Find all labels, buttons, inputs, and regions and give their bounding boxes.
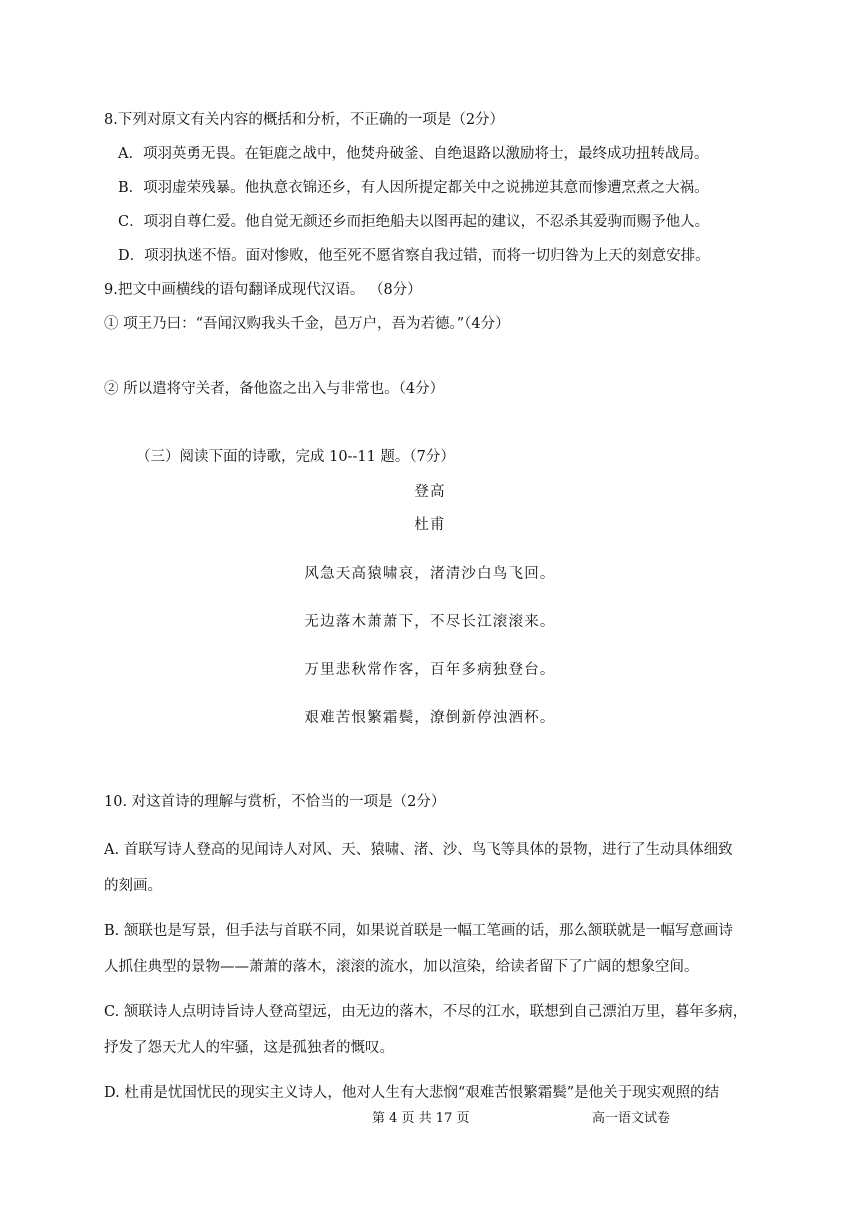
poem-title: 登高 [414, 484, 446, 500]
q10-option-b-line-1: B. 颔联也是写景，但手法与首联不同，如果说首联是一幅工笔画的话，那么颔联就是一幅写意画诗 [104, 923, 733, 939]
q9-item-2: ② 所以遣将守关者，备他盗之出入与非常也。（4分） [104, 381, 445, 397]
poem-line-4: 艰难苦恨繁霜鬓，潦倒新停浊酒杯。 [304, 710, 556, 726]
q10-option-c-line-2: 抒发了怨天尤人的牢骚，这是孤独者的慨叹。 [104, 1040, 394, 1056]
poem-line-1: 风急天高猿啸哀，渚清沙白鸟飞回。 [304, 566, 556, 582]
q9-item-1: ① 项王乃曰：“吾闻汉购我头千金，邑万户，吾为若德。”（4分） [104, 316, 510, 332]
q8-option-a: A．项羽英勇无畏。在钜鹿之战中，他焚舟破釜、自绝退路以激励将士，最终成功扭转战局。 [118, 146, 709, 162]
poem-line-2: 无边落木萧萧下，不尽长江滚滚来。 [304, 614, 556, 630]
q10-option-a-line-1: A. 首联写诗人登高的见闻诗人对风、天、猿啸、渚、沙、鸟飞等具体的景物，进行了生动具体细致 [104, 842, 733, 858]
section-3-heading: （三）阅读下面的诗歌，完成 10--11 题。（7分） [136, 449, 455, 465]
q10-option-c-line-1: C. 颔联诗人点明诗旨诗人登高望远，由无边的落木，不尽的江水，联想到自己漂泊万里，暮年多病， [104, 1004, 748, 1020]
q10-stem: 10. 对这首诗的理解与赏析，不恰当的一项是（2分） [104, 794, 446, 810]
poem-line-3: 万里悲秋常作客，百年多病独登台。 [304, 662, 556, 678]
q10-option-b-line-2: 人抓住典型的景物——萧萧的落木，滚滚的流水，加以渲染，给读者留下了广阔的想象空间。 [104, 959, 699, 975]
q10-option-d-line-1: D. 杜甫是忧国忧民的现实主义诗人，他对人生有大悲悯“艰难苦恨繁霜鬓”是他关于现实观照的结 [104, 1085, 720, 1101]
q8-option-c: C．项羽自尊仁爱。他自觉无颜还乡而拒绝船夫以图再起的建议，不忍杀其爱驹而赐予他人。 [118, 214, 710, 230]
q8-stem: 8.下列对原文有关内容的概括和分析，不正确的一项是（2分） [104, 112, 505, 128]
exam-title: 高一语文试卷 [592, 1111, 671, 1126]
q10-option-a-line-2: 的刻画。 [104, 878, 162, 894]
q9-stem: 9.把文中画横线的语句翻译成现代汉语。 （8分） [104, 282, 422, 298]
poem-author: 杜甫 [414, 517, 446, 533]
q8-option-b: B．项羽虚荣残暴。他执意衣锦还乡，有人因所提定都关中之说拂逆其意而惨遭烹煮之大祸。 [118, 180, 709, 196]
q8-option-d: D．项羽执迷不悟。面对惨败，他至死不愿省察自我过错，而将一切归咎为上天的刻意安排。 [118, 248, 710, 264]
page-number: 第 4 页 共 17 页 [372, 1111, 470, 1126]
